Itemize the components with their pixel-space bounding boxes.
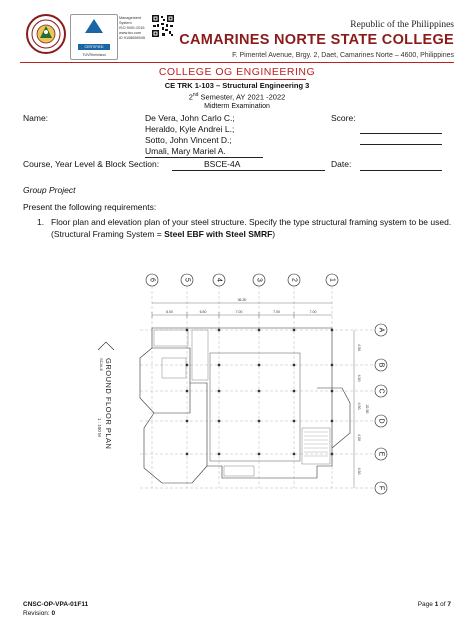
- requirement-end: ): [272, 229, 276, 239]
- steel-column-marker: [293, 364, 295, 366]
- steel-column-marker: [258, 390, 260, 392]
- steel-column-marker: [186, 364, 188, 366]
- student-name: De Vera, John Carlo C.;: [145, 113, 235, 123]
- cert-line: Management: [119, 16, 142, 20]
- dimension-row: 4.50: [357, 467, 361, 475]
- student-name: Heraldo, Kyle Andrei L.;: [145, 124, 235, 134]
- steel-column-marker: [258, 420, 260, 422]
- department-underline: [168, 79, 306, 80]
- college-address: F. Pimentel Avenue, Brgy. 2, Daet, Camarines Norte – 4600, Philippines: [232, 52, 454, 59]
- revision: [23, 610, 55, 617]
- plan-scale-word: SCALE: [99, 358, 104, 372]
- steel-column-marker: [186, 453, 188, 455]
- right-bay: [317, 388, 350, 448]
- tuv-triangle-icon: [85, 19, 103, 33]
- steel-column-marker: [186, 420, 188, 422]
- grid-label-column: 5: [183, 278, 191, 282]
- steel-column-marker: [331, 453, 333, 455]
- ground-floor-plan-drawing: [92, 268, 397, 500]
- dimension-bay: 6.50: [199, 310, 207, 314]
- steel-column-marker: [331, 364, 333, 366]
- tuv-brand: TÜVRheinland: [82, 53, 106, 57]
- date-label: Date:: [331, 159, 352, 169]
- date-underline: [360, 170, 442, 171]
- plan-title-group: [97, 358, 113, 449]
- grid-label-column: 1: [328, 278, 336, 282]
- steel-column-marker: [218, 420, 220, 422]
- steel-column-marker: [218, 364, 220, 366]
- semester-text: Semester, AY 2021 -2022: [198, 92, 286, 102]
- plan-scale: 1 : 100 M: [97, 418, 102, 437]
- page-label: Page: [417, 601, 435, 608]
- left-bay: [144, 413, 207, 483]
- revision-value: 0: [51, 610, 56, 617]
- requirement-body: Floor plan and elevation plan of your steel structure. Specify the type structural framing system to be used. (Structural Framing System =: [51, 217, 452, 239]
- college-seal-logo: [26, 14, 66, 54]
- document-code: CNSC-OP-VPA-01F11: [23, 601, 89, 608]
- page-total: 7: [447, 601, 451, 608]
- tuv-certification-badge: [70, 14, 118, 60]
- qr-code-icon: [151, 14, 175, 38]
- section-underline: [172, 170, 325, 171]
- interior-hall: [210, 353, 300, 461]
- name-label: Name:: [23, 113, 49, 123]
- page-of: of: [438, 601, 448, 608]
- grid-label-row: E: [377, 451, 385, 457]
- exam-title: Midterm Examination: [204, 103, 270, 110]
- grid-label-column: 4: [215, 278, 223, 282]
- grid-label-row: F: [377, 485, 385, 491]
- requirement-text: [51, 216, 459, 240]
- grid-label-row: A: [377, 327, 385, 333]
- course-title: CE TRK 1-103 – Structural Engineering 3: [164, 81, 310, 90]
- cert-line: ISO 9001:2015: [119, 26, 145, 30]
- steel-column-marker: [258, 364, 260, 366]
- dimension-row: 4.50: [357, 374, 361, 382]
- certification-text: [119, 16, 149, 41]
- steel-column-marker: [258, 329, 260, 331]
- steel-column-marker: [218, 453, 220, 455]
- left-wing: [140, 348, 190, 413]
- grid-label-column: 2: [290, 278, 298, 282]
- steel-column-marker: [331, 420, 333, 422]
- grid-label-row: B: [377, 362, 385, 368]
- grid-label-row: C: [377, 388, 385, 394]
- steel-column-marker: [331, 390, 333, 392]
- steel-column-marker: [218, 329, 220, 331]
- steel-column-marker: [186, 390, 188, 392]
- dimension-row: 4.50: [357, 344, 361, 351]
- north-arrow-icon: [98, 342, 114, 350]
- college-name: CAMARINES NORTE STATE COLLEGE: [179, 32, 454, 48]
- dimension-row: 4.50: [357, 402, 361, 410]
- page-number: [418, 601, 451, 608]
- name-underline: [145, 157, 263, 158]
- steel-column-marker: [293, 390, 295, 392]
- header-divider: [20, 62, 454, 63]
- steel-column-marker: [186, 329, 188, 331]
- stair-treads: [304, 432, 328, 456]
- room: [192, 330, 208, 380]
- grid-label-row: D: [377, 418, 385, 424]
- building-outline: [152, 328, 332, 478]
- entry: [224, 466, 254, 476]
- dimension-row: 4.50: [357, 434, 361, 441]
- section-value: BSCE-4A: [204, 159, 241, 169]
- steel-column-marker: [331, 329, 333, 331]
- section-label: Course, Year Level & Block Section:: [23, 159, 160, 169]
- score-underline: [360, 144, 442, 145]
- requirements-intro: Present the following requirements:: [23, 202, 157, 212]
- cert-line: ID 9108658945: [119, 36, 145, 40]
- semester-line: [0, 92, 474, 102]
- steel-column-marker: [293, 453, 295, 455]
- stair: [302, 428, 330, 464]
- steel-column-marker: [293, 420, 295, 422]
- score-underline: [360, 133, 442, 134]
- requirement-number: 1.: [37, 217, 45, 227]
- cert-line: System: [119, 21, 132, 25]
- page-current: 1: [434, 601, 439, 608]
- steel-column-marker: [258, 453, 260, 455]
- department-title: COLLEGE OG ENGINEERING: [158, 66, 316, 78]
- dimension-bay: 7.00: [235, 310, 243, 314]
- grid-label-column: 6: [148, 278, 156, 282]
- plan-title: GROUND FLOOR PLAN: [104, 358, 113, 450]
- score-label: Score:: [331, 113, 356, 123]
- grid-label-column: 3: [255, 278, 263, 282]
- dimension-bay: 7.00: [309, 310, 317, 314]
- semester-suffix: nd: [192, 92, 199, 98]
- room: [162, 358, 186, 378]
- student-name: Umali, Mary Mariel A.: [145, 146, 226, 156]
- republic-text: Republic of the Philippines: [350, 20, 454, 30]
- tuv-certified-label: CERTIFIED: [78, 44, 110, 50]
- framing-system: Steel EBF with Steel SMRF: [164, 229, 273, 239]
- dimension-row-overall: 22.50: [365, 404, 369, 414]
- group-project-heading: Group Project: [23, 185, 76, 195]
- dimension-bay: 6.00: [166, 310, 173, 314]
- cert-line: www.tuv.com: [119, 31, 142, 35]
- room: [154, 330, 188, 346]
- steel-column-marker: [218, 390, 220, 392]
- dimension-bay: 7.00: [273, 310, 280, 314]
- student-name: Sotto, John Vincent D.;: [145, 135, 232, 145]
- steel-column-marker: [293, 329, 295, 331]
- semester-num: 2: [188, 92, 193, 102]
- revision-label: Revision:: [23, 610, 52, 617]
- dimension-overall: 36.30: [237, 298, 247, 302]
